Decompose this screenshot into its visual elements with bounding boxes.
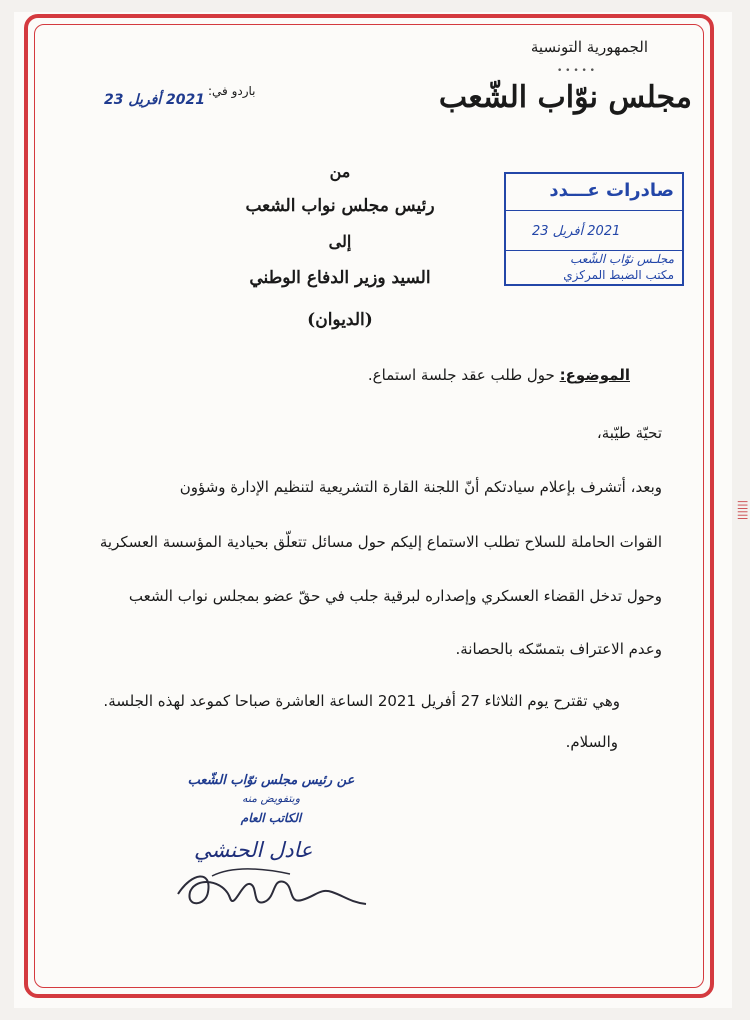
republic-heading: الجمهورية التونسية	[530, 38, 648, 56]
stamp-divider	[506, 250, 682, 251]
body-line: وعدم الاعتراف بتمسّكه بالحصانة.	[455, 640, 662, 658]
greeting: تحيّة طيّبة،	[596, 424, 662, 442]
subject-text: حول طلب عقد جلسة استماع.	[367, 366, 555, 384]
place-label: باردو في:	[208, 84, 256, 98]
signature-delegation: وبتفويض منه	[241, 792, 301, 805]
assembly-heading: مجلس نوّاب الشّعب	[438, 80, 692, 115]
body-line: وحول تدخل القضاء العسكري وإصداره لبرقية جلب في حقّ عضو بمجلس نواب الشعب	[128, 587, 662, 605]
stamp-title: صادرات عـــدد	[549, 180, 674, 201]
outgoing-stamp	[504, 172, 684, 286]
stamp-assembly: مجلـس نوّاب الشّعب	[569, 252, 674, 266]
subject-label: الموضوع:	[559, 366, 630, 384]
stamp-date: 2021 أفريل 23	[532, 224, 621, 239]
closing: والسلام.	[565, 733, 618, 751]
letter-date: 2021 أفريل 23	[104, 92, 206, 108]
subject-line	[368, 366, 630, 384]
signature-block	[186, 773, 356, 825]
signatory-name: عادل الحنشي	[194, 838, 313, 862]
stamp-divider	[506, 210, 682, 211]
from-label: من	[329, 162, 351, 181]
edge-mark: ||||||	[737, 500, 748, 521]
proposal-line: وهي تقترح يوم الثلاثاء 27 أفريل 2021 الساعة العاشرة صباحا كموعد لهذه الجلسة.	[103, 692, 620, 710]
stamp-office: مكتب الضبط المركزي	[563, 268, 674, 282]
signature-on-behalf: عن رئيس مجلس نوّاب الشّعب	[187, 773, 355, 788]
to-label: إلى	[328, 232, 352, 251]
sender: رئيس مجلس نواب الشعب	[245, 196, 435, 216]
body-line: وبعد، أتشرف بإعلام سيادتكم أنّ اللجنة القارة التشريعية لتنظيم الإدارة وشؤون	[179, 478, 662, 496]
recipient-office: (الديوان)	[307, 310, 373, 330]
body-line: القوات الحاملة للسلاح تطلب الاستماع إليكم حول مسائل تتعلّق بحيادية المؤسسة العسكرية	[99, 533, 662, 551]
recipient: السيد وزير الدفاع الوطني	[249, 268, 431, 288]
handwritten-signature	[172, 862, 370, 918]
ornament-icon: • • • • •	[557, 66, 595, 76]
signature-title: الكاتب العام	[240, 811, 302, 825]
